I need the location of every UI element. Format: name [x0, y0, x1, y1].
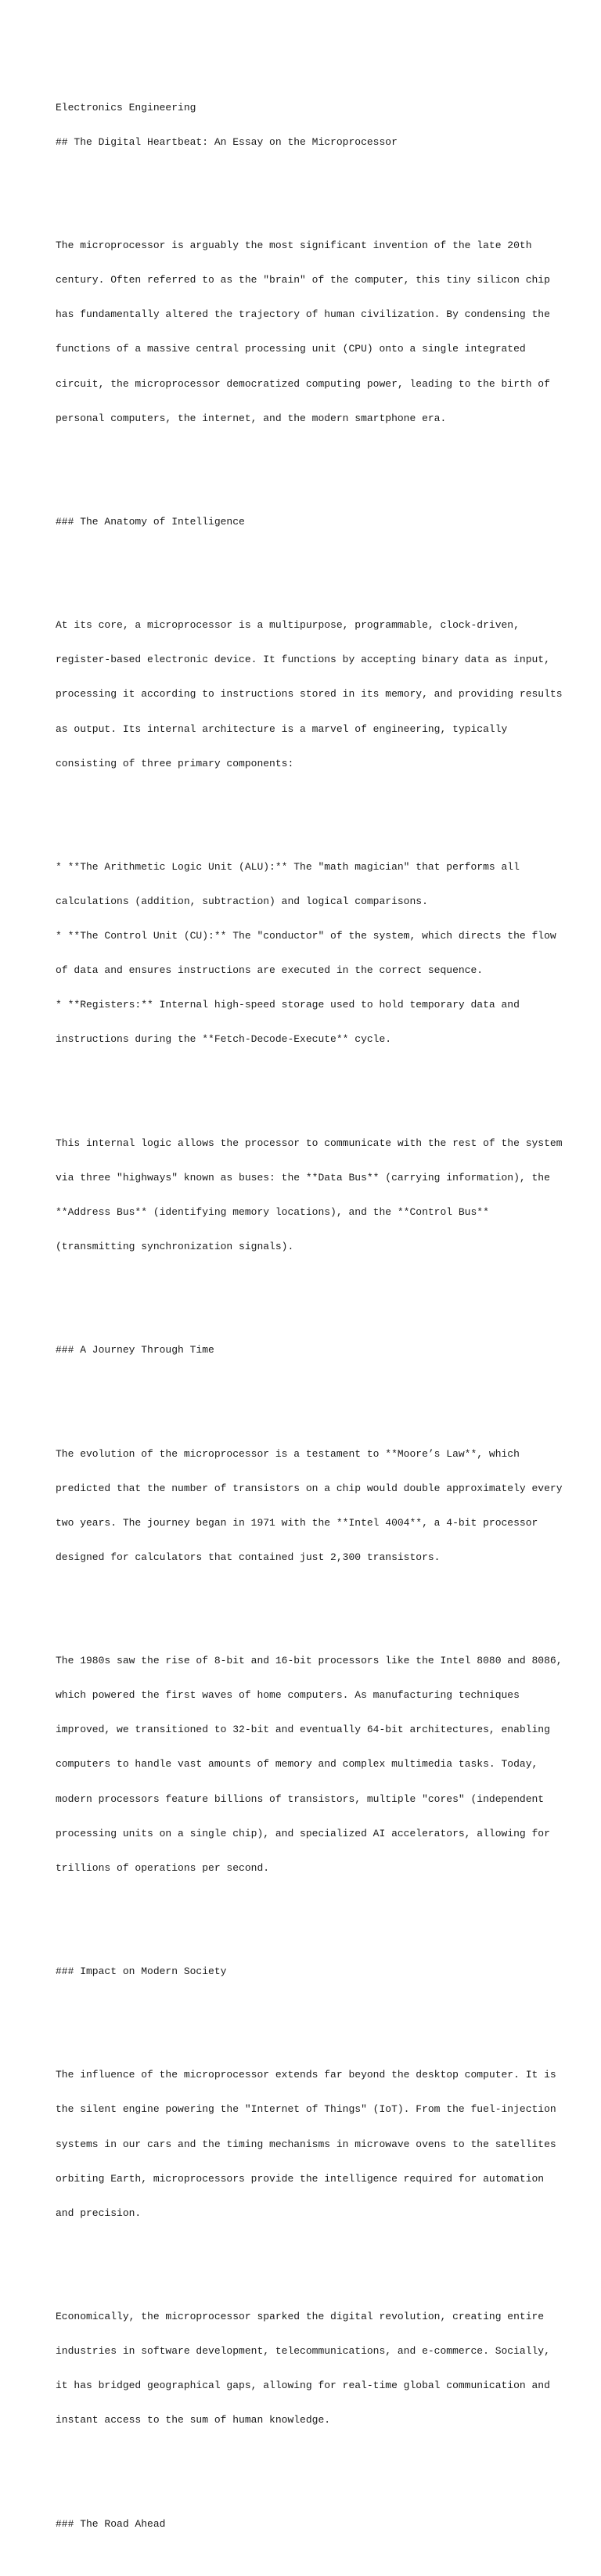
text-line: predicted that the number of transistors on a chip would double approximately every [56, 1482, 563, 1494]
influence-paragraph [56, 2047, 556, 2243]
text-line: The microprocessor is arguably the most significant invention of the late 20th [56, 240, 532, 252]
text-line: computers to handle vast amounts of memory and complex multimedia tasks. Today, [56, 1758, 538, 1771]
header-block [56, 79, 556, 171]
evolution-paragraph [56, 1633, 563, 1897]
text-line: orbiting Earth, microprocessors provide the intelligence required for automation [56, 2172, 545, 2185]
document-page [56, 56, 563, 2576]
text-line: personal computers, the internet, and the modern smartphone era. [56, 412, 447, 424]
text-line: (transmitting synchronization signals). [56, 1240, 294, 1252]
section-heading: ### The Anatomy of Intelligence [56, 515, 245, 528]
text-line: systems in our cars and the timing mechanisms in microwave ovens to the satellites [56, 2138, 556, 2150]
text-line: instant access to the sum of human knowledge. [56, 2414, 331, 2426]
list-item-continuation: of data and ensures instructions are executed in the correct sequence. [56, 964, 484, 977]
text-line: At its core, a microprocessor is a multipurpose, programmable, clock-driven, [56, 619, 520, 632]
section-heading-impact [56, 1944, 556, 2001]
section-heading-journey [56, 1322, 556, 1380]
text-line: as output. Its internal architecture is a marvel of engineering, typically [56, 722, 508, 735]
text-line: has fundamentally altered the trajectory of human civilization. By condensing the [56, 308, 550, 321]
intro-paragraph [56, 218, 556, 448]
list-item-continuation: instructions during the **Fetch-Decode-Execute** cycle. [56, 1033, 392, 1046]
section-heading: ### Impact on Modern Society [56, 1965, 227, 1978]
moores-law-paragraph [56, 1425, 563, 1587]
text-line: modern processors feature billions of transistors, multiple "cores" (independent [56, 1792, 545, 1805]
text-line: processing units on a single chip), and specialized AI accelerators, allowing for [56, 1827, 550, 1839]
components-list [56, 839, 556, 1069]
text-line: and precision. [56, 2207, 142, 2219]
section-heading-road-ahead [56, 2495, 556, 2553]
list-item-continuation: calculations (addition, subtraction) and logical comparisons. [56, 895, 428, 908]
list-item: * **The Control Unit (CU):** The "conductor" of the system, which directs the flow [56, 930, 556, 942]
text-line: improved, we transitioned to 32-bit and eventually 64-bit architectures, enabling [56, 1724, 550, 1736]
subject-line: Electronics Engineering [56, 101, 196, 113]
text-line: industries in software development, telecommunications, and e-commerce. Socially, [56, 2345, 550, 2358]
text-line: functions of a massive central processing unit (CPU) onto a single integrated [56, 343, 526, 355]
text-line: which powered the first waves of home computers. As manufacturing techniques [56, 1689, 520, 1702]
anatomy-paragraph [56, 597, 563, 793]
text-line: via three "highways" known as buses: the **Data Bus** (carrying information), the [56, 1171, 550, 1184]
text-line: century. Often referred to as the "brain" of the computer, this tiny silicon chip [56, 274, 550, 286]
section-heading-anatomy [56, 494, 556, 552]
text-line: This internal logic allows the processor to communicate with the rest of the system [56, 1137, 563, 1149]
text-line: Economically, the microprocessor sparked the digital revolution, creating entire [56, 2310, 545, 2322]
text-line: processing it according to instructions stored in its memory, and providing results [56, 688, 563, 701]
text-line: register-based electronic device. It functions by accepting binary data as input, [56, 654, 550, 666]
buses-paragraph [56, 1115, 563, 1276]
list-item: * **The Arithmetic Logic Unit (ALU):** The "math magician" that performs all [56, 860, 520, 873]
economics-paragraph [56, 2289, 556, 2450]
text-line: The influence of the microprocessor extends far beyond the desktop computer. It is [56, 2069, 556, 2081]
text-line: circuit, the microprocessor democratized computing power, leading to the birth of [56, 377, 550, 390]
text-line: **Address Bus** (identifying memory locations), and the **Control Bus** [56, 1205, 489, 1218]
section-heading: ### The Road Ahead [56, 2517, 166, 2530]
section-heading: ### A Journey Through Time [56, 1344, 214, 1356]
list-item: * **Registers:** Internal high-speed storage used to hold temporary data and [56, 999, 520, 1011]
text-line: consisting of three primary components: [56, 757, 294, 769]
text-line: The evolution of the microprocessor is a testament to **Moore’s Law**, which [56, 1447, 520, 1460]
text-line: the silent engine powering the "Internet of Things" (IoT). From the fuel-injection [56, 2103, 556, 2116]
text-line: it has bridged geographical gaps, allowing for real-time global communication and [56, 2380, 550, 2392]
text-line: trillions of operations per second. [56, 1861, 270, 1874]
text-line: two years. The journey began in 1971 with the **Intel 4004**, a 4-bit processor [56, 1516, 538, 1529]
essay-title: ## The Digital Heartbeat: An Essay on the Microprocessor [56, 135, 398, 148]
text-line: The 1980s saw the rise of 8-bit and 16-bit processors like the Intel 8080 and 8086, [56, 1655, 563, 1667]
text-line: designed for calculators that contained just 2,300 transistors. [56, 1551, 441, 1563]
